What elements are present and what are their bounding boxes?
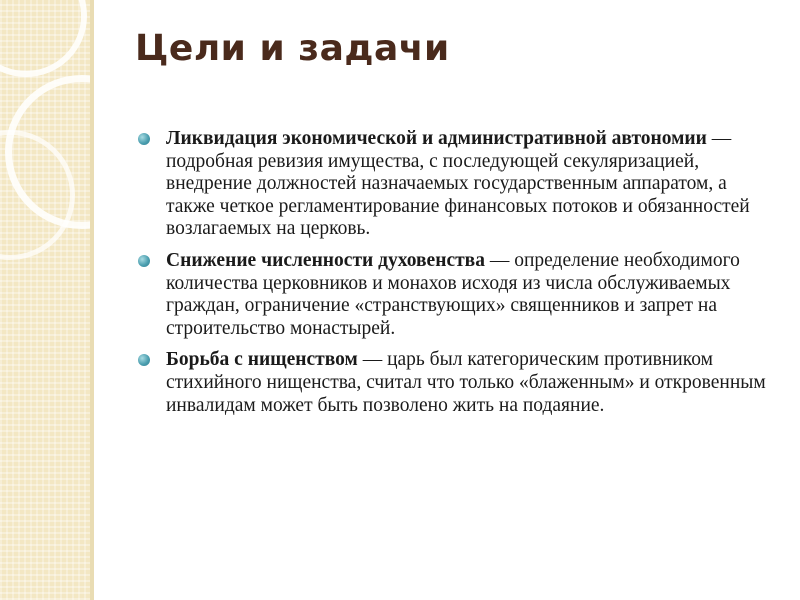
bullet-text: — определение необходимого количества церковников и монахов исходя из числа обслуживаемых граждан, ограничение «странствующих» священников и запрет на строительство монастырей.	[166, 249, 740, 339]
slide-title: Цели и задачи	[135, 28, 450, 69]
decorative-side-strip	[0, 0, 90, 600]
bullet-text: — царь был категорическим противником стихийного нищенства, считал что только «блаженным» и откровенным инвалидам может быть позволено жить на подаяние.	[166, 349, 766, 416]
bullet-term: Снижение численности духовенства	[166, 249, 485, 271]
bullet-item	[138, 250, 778, 340]
bullet-dot-icon	[138, 354, 150, 366]
strip-edge	[90, 0, 94, 600]
bullet-list	[138, 128, 778, 426]
bullet-dot-icon	[138, 133, 150, 145]
bullet-item	[138, 349, 778, 417]
bullet-text: — подробная ревизия имущества, с последующей секуляризацией, внедрение должностей назначаемых государственным аппаратом, а также четкое регламентирование финансовых потоков и обязанностей возлагаемых на церковь.	[166, 128, 750, 240]
bullet-dot-icon	[138, 255, 150, 267]
bullet-term: Борьба с нищенством	[166, 349, 358, 371]
bullet-term: Ликвидация экономической и административной автономии	[166, 128, 707, 149]
bullet-item	[138, 128, 778, 241]
decorative-ring	[0, 0, 87, 77]
